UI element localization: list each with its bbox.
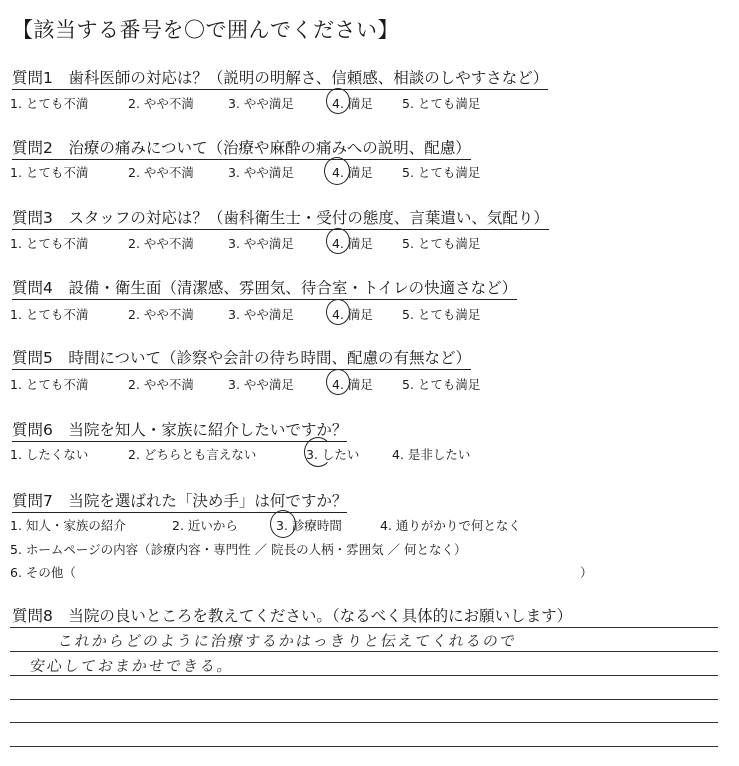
q3-option-3[interactable]: 3. やや満足 [228, 236, 294, 251]
q2-option-5[interactable]: 5. とても満足 [402, 165, 481, 180]
q2-answer-circle [324, 157, 350, 185]
question-5-options [10, 375, 480, 393]
q7-option-2[interactable]: 2. 近いから [172, 518, 238, 533]
handwritten-answer-line-1: これからどのように治療するかはっきりと伝えてくれるので [56, 632, 519, 650]
q7-answer-circle [270, 510, 296, 538]
question-2-options [10, 163, 480, 181]
form-heading: 【該当する番号を〇で囲んでください】 [12, 18, 399, 42]
q4-option-1[interactable]: 1. とても不満 [10, 307, 89, 322]
q6-option-1[interactable]: 1. したくない [10, 447, 89, 462]
q1-option-4[interactable]: 4. 満足 [332, 96, 373, 111]
question-5: 質問5 時間について（診察や会計の待ち時間、配慮の有無など） [12, 346, 471, 370]
q4-answer-circle [326, 299, 350, 325]
q6-option-4[interactable]: 4. 是非したい [392, 447, 471, 462]
q6-answer-circle [304, 437, 332, 467]
q3-answer-circle [326, 228, 350, 254]
question-1: 質問1 歯科医師の対応は？（説明の明解さ、信頼感、相談のしやすさなど） [12, 66, 548, 90]
q2-option-3[interactable]: 3. やや満足 [228, 165, 294, 180]
question-7: 質問7 当院を選ばれた「決め手」は何ですか？ [12, 489, 347, 513]
q5-answer-circle [326, 369, 350, 395]
question-1-options [10, 94, 480, 112]
question-3-options [10, 234, 480, 252]
question-4-options [10, 305, 480, 323]
q5-option-5[interactable]: 5. とても満足 [402, 377, 481, 392]
q7-option-5[interactable]: 5. ホームページの内容（診療内容・専門性 ／ 院長の人柄・雰囲気 ／ 何となく） [10, 542, 467, 557]
question-4: 質問4 設備・衛生面（清潔感、雰囲気、待合室・トイレの快適さなど） [12, 276, 517, 300]
writing-line-1 [10, 627, 718, 628]
q6-option-3[interactable]: 3. したい [306, 447, 360, 462]
q7-option-4[interactable]: 4. 通りがかりで何となく [380, 518, 521, 533]
q5-option-1[interactable]: 1. とても不満 [10, 377, 89, 392]
q5-option-4[interactable]: 4. 満足 [332, 377, 373, 392]
q3-option-2[interactable]: 2. やや不満 [128, 236, 194, 251]
question-3: 質問3 スタッフの対応は？（歯科衛生士・受付の態度、言葉遣い、気配り） [12, 206, 549, 230]
q1-option-3[interactable]: 3. やや満足 [228, 96, 294, 111]
q3-option-4[interactable]: 4. 満足 [332, 236, 373, 251]
writing-line-5 [10, 722, 718, 723]
q7-option-3[interactable]: 3. 診療時間 [276, 518, 342, 533]
writing-line-2 [10, 651, 718, 652]
question-6-options [10, 445, 470, 463]
q1-option-1[interactable]: 1. とても不満 [10, 96, 89, 111]
writing-line-6 [10, 746, 718, 747]
question-7-options-line1 [10, 516, 521, 534]
q4-option-2[interactable]: 2. やや不満 [128, 307, 194, 322]
handwritten-answer-line-2: 安心しておまかせできる。 [28, 657, 236, 675]
q5-option-2[interactable]: 2. やや不満 [128, 377, 194, 392]
question-6: 質問6 当院を知人・家族に紹介したいですか？ [12, 418, 347, 442]
writing-line-4 [10, 699, 718, 700]
q3-option-1[interactable]: 1. とても不満 [10, 236, 89, 251]
q5-option-3[interactable]: 3. やや満足 [228, 377, 294, 392]
q4-option-5[interactable]: 5. とても満足 [402, 307, 481, 322]
q7-option-1[interactable]: 1. 知人・家族の紹介 [10, 518, 126, 533]
question-2: 質問2 治療の痛みについて（治療や麻酔の痛みへの説明、配慮） [12, 136, 471, 160]
q1-option-2[interactable]: 2. やや不満 [128, 96, 194, 111]
q7-option-6[interactable]: 6. その他（ [10, 565, 76, 580]
q2-option-4[interactable]: 4. 満足 [332, 165, 373, 180]
q6-option-2[interactable]: 2. どちらとも言えない [128, 447, 257, 462]
q7-option-6-close: ） [580, 565, 593, 580]
q2-option-2[interactable]: 2. やや不満 [128, 165, 194, 180]
q4-option-3[interactable]: 3. やや満足 [228, 307, 294, 322]
question-8: 質問8 当院の良いところを教えてください。（なるべく具体的にお願いします） [12, 607, 573, 625]
q2-option-1[interactable]: 1. とても不満 [10, 165, 89, 180]
q1-answer-circle [326, 88, 350, 114]
q1-option-5[interactable]: 5. とても満足 [402, 96, 481, 111]
q4-option-4[interactable]: 4. 満足 [332, 307, 373, 322]
q3-option-5[interactable]: 5. とても満足 [402, 236, 481, 251]
